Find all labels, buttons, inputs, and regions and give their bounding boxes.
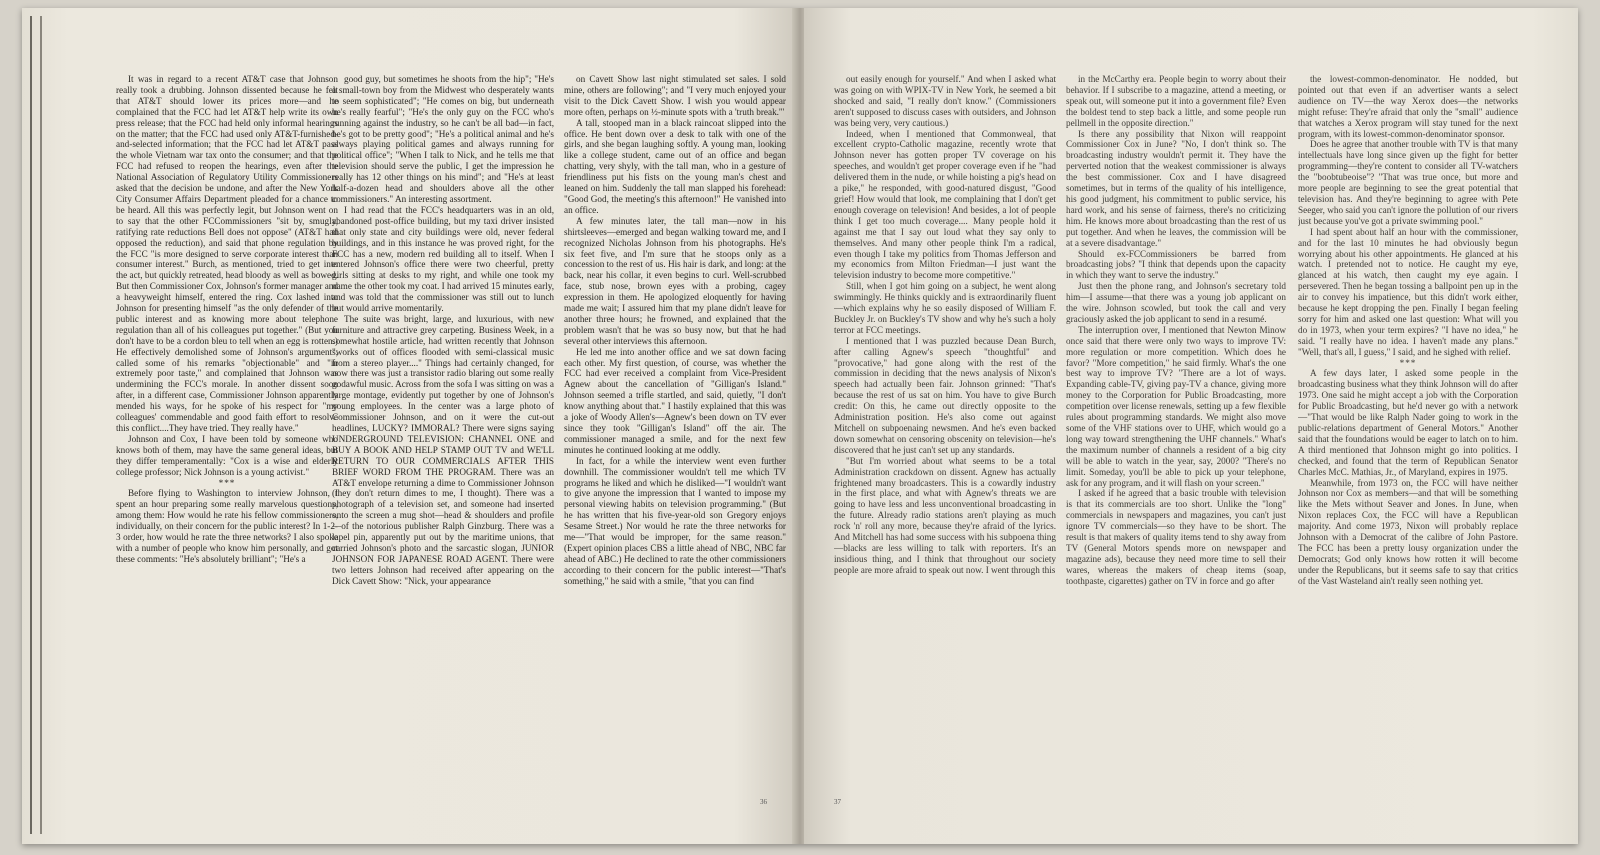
- paragraph: A few days later, I asked some people in the broadcasting business what they think Johnson will do after 1973. One said he might accept a job with the Corporation for Public Broadcasting, but he'd never go with a network—"That would be like Ralph Nader going to work in the public-relations department of General Motors." Another said that the foundations would be eager to latch on to him. A third mentioned that Johnson might go into politics. I checked, and found that the term of Republican Senator Charles McC. Mathias, Jr., of Maryland, expires in 1975.: [1298, 368, 1518, 477]
- text-column-6: [1298, 74, 1518, 800]
- page-edge-lines: [30, 16, 42, 834]
- text-column-3: [564, 74, 786, 800]
- paragraph: In fact, for a while the interview went even further downhill. The commissioner wouldn't tell me which TV programs he liked and which he disliked—"I wouldn't want to give anyone the impression that I wanted to impose my personal viewing habits on television programming." (But he has written that his five-year-old son Gregory enjoys Sesame Street.) Nor would he rate the three networks for me—"That would be improper, for the same reason." (Expert opinion places CBS a little ahead of NBC, NBC far ahead of ABC.) He declined to rate the other commissioners according to their concern for the public interest—"That's something," he said with a smile, "that you can find: [564, 455, 786, 586]
- paragraph: good guy, but sometimes he shoots from the hip"; "He's a small-town boy from the Midwest who desperately wants to seem sophisticated"; "He comes on big, but underneath he's really fearful"; "He's the only guy on the FCC who's running against the industry, so he can't be all bad—in fact, he's got to be pretty good"; "He's a political animal and he's always playing political games and always running for political office"; "When I talk to Nick, and he tells me that television should serve the public, I get the impression he really has 12 other things on his mind"; and "He's at least half-a-dozen head and shoulders above all the other commissioners." An interesting assortment.: [332, 74, 554, 204]
- paragraph: the lowest-common-denominator. He nodded, but pointed out that even if an advertiser wants a select audience on TV—the way Xerox does—the networks might refuse: They're afraid that only the "small" audience that watches a Xerox program will stay tuned for the next program, with its lowest-common-denominator sponsor.: [1298, 74, 1518, 139]
- paragraph: Should ex-FCCommissioners be barred from broadcasting jobs? "I think that depends upon the capacity in which they want to serve the industry.": [1066, 248, 1286, 281]
- paragraph: "But I'm worried about what seems to be a total Administration crackdown on dissent. Agnew has actually frightened many broadcasters. This is a cowardly industry in the first place, and what with Agnew's threats we are going to have less and less unconventional broadcasting in the future. Already radio stations aren't playing as much rock 'n' roll any more, because they're afraid of the lyrics. And Mitchell has had some success with his subpoena thing—blacks are less willing to talk with reporters. It's an insidious thing, and I think that throughout our society people are more afraid to speak out now. I went through this: [834, 455, 1056, 575]
- paragraph: I had spent about half an hour with the commissioner, and for the last 10 minutes he had obviously begun worrying about his other appointments. He glanced at his watch. I pretended not to notice. He caught my eye, glanced at his watch, then caught my eye again. I persevered. Then he began tossing a ballpoint pen up in the air to convey his impatience, but this didn't work either, because he kept dropping the pen. Finally I began feeling sorry for him and asked one last question: What will you do in 1973, when your term expires? "I have no idea," he said. "I really have no idea. I haven't made any plans." "Well, that's all, I guess," I said, and he sighed with relief.: [1298, 226, 1518, 357]
- paragraph: I had read that the FCC's headquarters was in an old, abandoned post-office building, but my taxi driver insisted that only state and city buildings were old, never federal buildings, and in this instance he was proved right, for the FCC has a new, modern red building all to itself. When I entered Johnson's office there were two cheerful, pretty girls sitting at desks to my right, and while one took my name the other took my coat. I had arrived 15 minutes early, and was told that the commissioner was still out to lunch but would arrive momentarily.: [332, 204, 554, 314]
- paragraph: Just then the phone rang, and Johnson's secretary told him—I assume—that there was a young job applicant on the wire. Johnson scowled, but took the call and very graciously asked the job applicant to send in a resumé.: [1066, 281, 1286, 324]
- paragraph: Does he agree that another trouble with TV is that many intellectuals have long since given up the fight for better programming—they're content to consider all TV-watchers the "boobtubeoise"? "That was true once, but more and more people are beginning to see the great potential that television has. And they're beginning to agree with Pete Seeger, who said you can't ignore the pollution of our rivers just because you've got a private swimming pool.": [1298, 139, 1518, 226]
- paragraph: A tall, stooped man in a black raincoat slipped into the office. He bent down over a desk to talk with one of the girls, and she began laughing softly. A young man, looking like a college student, came out of an office and began chatting, very shyly, with the tall man, who in a gesture of friendliness put his fists on the young man's chest and leaned on him. Suddenly the tall man slapped his forehead: "Good God, the meeting's this afternoon!" He vanished into an office.: [564, 117, 786, 215]
- page-number-left: 36: [760, 798, 767, 806]
- section-separator: ***: [218, 477, 236, 488]
- magazine-spread: [22, 8, 1578, 844]
- text-column-4: [834, 74, 1056, 800]
- paragraph: A few minutes later, the tall man—now in his shirtsleeves—emerged and began walking toward me, and I recognized Nicholas Johnson from his photographs. He's six feet five, and I'm sure that he stoops only as a concession to the rest of us. His hair is dark, and long: at the back, near his collar, it even begins to curl. Well-scrubbed face, stub nose, brown eyes with a probing, cagey expression in them. He apologized eloquently for having made me wait; I assured him that my plane didn't leave for another three hours; he frowned, and explained that the problem wasn't that he was so busy now, but that he had several other interviews this afternoon.: [564, 215, 786, 346]
- section-separator: ***: [1399, 357, 1417, 368]
- text-column-2: [332, 74, 554, 800]
- paragraph: The interruption over, I mentioned that Newton Minow once said that there were only two ways to improve TV: more regulation or more competition. Which does he favor? "More competition," he said firmly. What's the one best way to improve TV? "There are a lot of ways. Expanding cable-TV, giving pay-TV a chance, giving more money to the Corporation for Public Broadcasting, more competition over license renewals, setting up a few flexible rules about programming standards. We might also move some of the VHF stations over to UHF, which would go a long way toward strengthening the UHF channels." What's the maximum number of channels a resident of a big city will be able to watch in the year, say, 2000? "There's no limit. Someday, you'll be able to pick up your telephone, ask for any program, and it will flash on your screen.": [1066, 324, 1286, 488]
- text-column-1: [116, 74, 338, 800]
- paragraph: on Cavett Show last night stimulated set sales. I sold mine, others are following"; and "I very much enjoyed your visit to the Dick Cavett Show. I wish you would appear more often, perhaps on ½-minute spots with a 'truth break.'": [564, 74, 786, 117]
- paragraph: It was in regard to a recent AT&T case that Johnson really took a drubbing. Johnson dissented because he felt that AT&T should lower its prices more—and he complained that the FCC had let AT&T help write its own press release; that the FCC had held only informal hearings on the matter; that the FCC had used only AT&T-furnished-and-selected information; that the FCC had let AT&T pass the whole Vietnam war tax onto the consumer; and that the FCC had refused to reopen the hearings, even after the National Association of Regulatory Utility Commissioners asked that the decision be undone, and after the New York City Consumer Affairs Department pleaded for a chance to be heard. All this was perfectly legit, but Johnson went on to say that the other FCCommissioners "sit by, smugly, ratifying rate reductions Bell does not oppose" (AT&T had opposed the reduction), and said that phone regulation by the FCC "is more designed to serve corporate interest than consumer interest." Burch, as mentioned, tried to get into the act, but quickly retreated, head bloody as well as bowed. But then Commissioner Cox, Johnson's former manager and a heavyweight himself, entered the ring. Cox lashed into Johnson for presenting himself "as the only defender of the public interest and as knowing more about telephone regulation than all of his colleagues put together." (But you don't have to be a cordon bleu to tell when an egg is rotten.) He effectively demolished some of Johnson's arguments, called some of his remarks "objectionable" and "in extremely poor taste," and complained that Johnson was undermining the FCC's morale. In another dissent soon after, in a different case, Commissioner Johnson apparently mended his ways, for he spoke of his respect for "my colleagues' commendable and good faith effort to resolve this conflict....They have tried. They really have.": [116, 74, 338, 433]
- paragraph: I mentioned that I was puzzled because Dean Burch, after calling Agnew's speech "thoughtful" and "provocative," had gone along with the rest of the commission in deciding that the news analysis of Nixon's speech had actually been fair. Johnson grinned: "That's because the rest of us sat on him. You have to give Burch credit: On this, he came out directly opposite to the Administration position. He's also come out against Mitchell on subpoenaing newsmen. And he's even backed down somewhat on censoring obscenity on television—he's discovered that he just can't set up any standards.: [834, 335, 1056, 455]
- paragraph: Johnson and Cox, I have been told by someone who knows both of them, may have the same general ideas, but they differ temperamentally: "Cox is a wise and elderly college professor; Nick Johnson is a young activist.": [116, 433, 338, 477]
- page-number-right: 37: [834, 798, 841, 806]
- paragraph: Still, when I got him going on a subject, he went along swimmingly. He thinks quickly and is extraordinarily fluent—which explains why he so easily disposed of William F. Buckley Jr. on Buckley's TV show and why he's such a holy terror at FCC meetings.: [834, 281, 1056, 335]
- paragraph: The suite was bright, large, and luxurious, with new furniture and attractive grey carpeting. Business Week, in a somewhat hostile article, had written recently that Johnson "works out of offices flooded with semi-classical music from a stereo player...." Things had certainly changed, for now there was just a transistor radio blaring out some really godawful music. Across from the sofa I was sitting on was a large montage, evidently put together by one of Johnson's young employees. In the center was a large photo of Commissioner Johnson, and on it were the cut-out headlines, LUCKY? IMMORAL? There were signs saying UNDERGROUND TELEVISION: CHANNEL ONE and BUY A BOOK AND HELP STAMP OUT TV and WE'LL RETURN TO OUR COMMERCIALS AFTER THIS BRIEF WORD FROM THE PROGRAM. There was an AT&T envelope returning a dime to Commissioner Johnson (they don't return dimes to me, I thought). There was a photograph of a television set, and someone had inserted onto the screen a mug shot—head & shoulders and profile—of the notorious publisher Ralph Ginzburg. There was a lapel pin, apparently put out by the maritime unions, that carried Johnson's photo and the sarcastic slogan, JUNIOR JOHNSON FOR JAPANESE ROAD AGENT. There were two letters Johnson had received after appearing on the Dick Cavett Show: "Nick, your appearance: [332, 313, 554, 586]
- paragraph: in the McCarthy era. People begin to worry about their behavior. If I subscribe to a magazine, attend a meeting, or speak out, will someone put it into a government file? Even the boldest tend to step back a little, and some people run pellmell in the opposite direction.": [1066, 74, 1286, 128]
- paragraph: I asked if he agreed that a basic trouble with television is that its commercials are too short. Unlike the "long" commercials in newspapers and magazines, you can't just ignore TV commercials—so they have to be short. The result is that makers of quality items tend to shy away from TV (General Motors spends more on newspaper and magazine ads), because they need more time to sell their wares, whereas the makers of cheap items (soap, toothpaste, cigarettes) gather on TV in force and go after: [1066, 488, 1286, 586]
- paragraph: out easily enough for yourself." And when I asked what was going on with WPIX-TV in New York, he seemed a bit shocked and said, "I really don't know." (Commissioners aren't supposed to discuss cases with outsiders, and Johnson was being very, very cautious.): [834, 74, 1056, 128]
- paragraph: Meanwhile, from 1973 on, the FCC will have neither Johnson nor Cox as members—and that will be something like the Mets without Seaver and Jones. In June, when Nixon replaces Cox, the FCC will have a Republican majority. And come 1973, Nixon will probably replace Johnson with a Democrat of the calibre of John Pastore. The FCC has been a pretty lousy organization under the Democrats; God only knows how rotten it will become under the Republicans, but it seems safe to say that critics of the Vast Wasteland ain't really seen nothing yet.: [1298, 477, 1518, 586]
- right-page: [804, 8, 1578, 844]
- paragraph: Is there any possibility that Nixon will reappoint Commissioner Cox in June? "No, I don't think so. The broadcasting industry wouldn't permit it. They have the perverted notion that the weakest commissioner is always the best commissioner. Cox and I have disagreed sometimes, but in terms of the quality of his intelligence, his good judgment, his commitment to public service, his hard work, and his sense of fairness, there's no criticizing him. He knows more about broadcasting than the rest of us put together. And when he leaves, the commission will be at a severe disadvantage.": [1066, 128, 1286, 248]
- text-column-5: [1066, 74, 1286, 800]
- paragraph: He led me into another office and we sat down facing each other. My first question, of course, was whether the FCC had ever received a complaint from Vice-President Agnew about the cancellation of "Gilligan's Island." Johnson seemed a trifle startled, and said, quietly, "I don't know anything about that." I hastily explained that this was a joke of Woody Allen's—Agnew's been down on TV ever since they took "Gilligan's Island" off the air. The commissioner managed a smile, and for the next few minutes he continued looking at me oddly.: [564, 346, 786, 455]
- left-page: [22, 8, 796, 844]
- paragraph: Indeed, when I mentioned that Commonweal, that excellent crypto-Catholic magazine, recently wrote that Johnson never has gotten proper TV coverage on his speeches, and wouldn't get proper coverage even if he "had delivered them in the nude, or while hoisting a pig's head on a pike," he responded, with good-natured disgust, "Good grief! How would that look, me complaining that I don't get enough coverage on television! And besides, a lot of people think I get too much coverage.... Many people hold it against me that I say out loud what they say only to themselves. And many other people think I'm a radical, even though I take my politics from Thomas Jefferson and my economics from Milton Friedman—I just want the television industry to become more competitive.": [834, 128, 1056, 281]
- paragraph: Before flying to Washington to interview Johnson, I spent an hour preparing some really marvelous questions, among them: How would he rate his fellow commissioners, individually, on their concern for the public interest? In 1-2-3 order, how would he rate the three networks? I also spoke with a number of people who know him personally, and got these comments: "He's absolutely brilliant"; "He's a: [116, 488, 338, 564]
